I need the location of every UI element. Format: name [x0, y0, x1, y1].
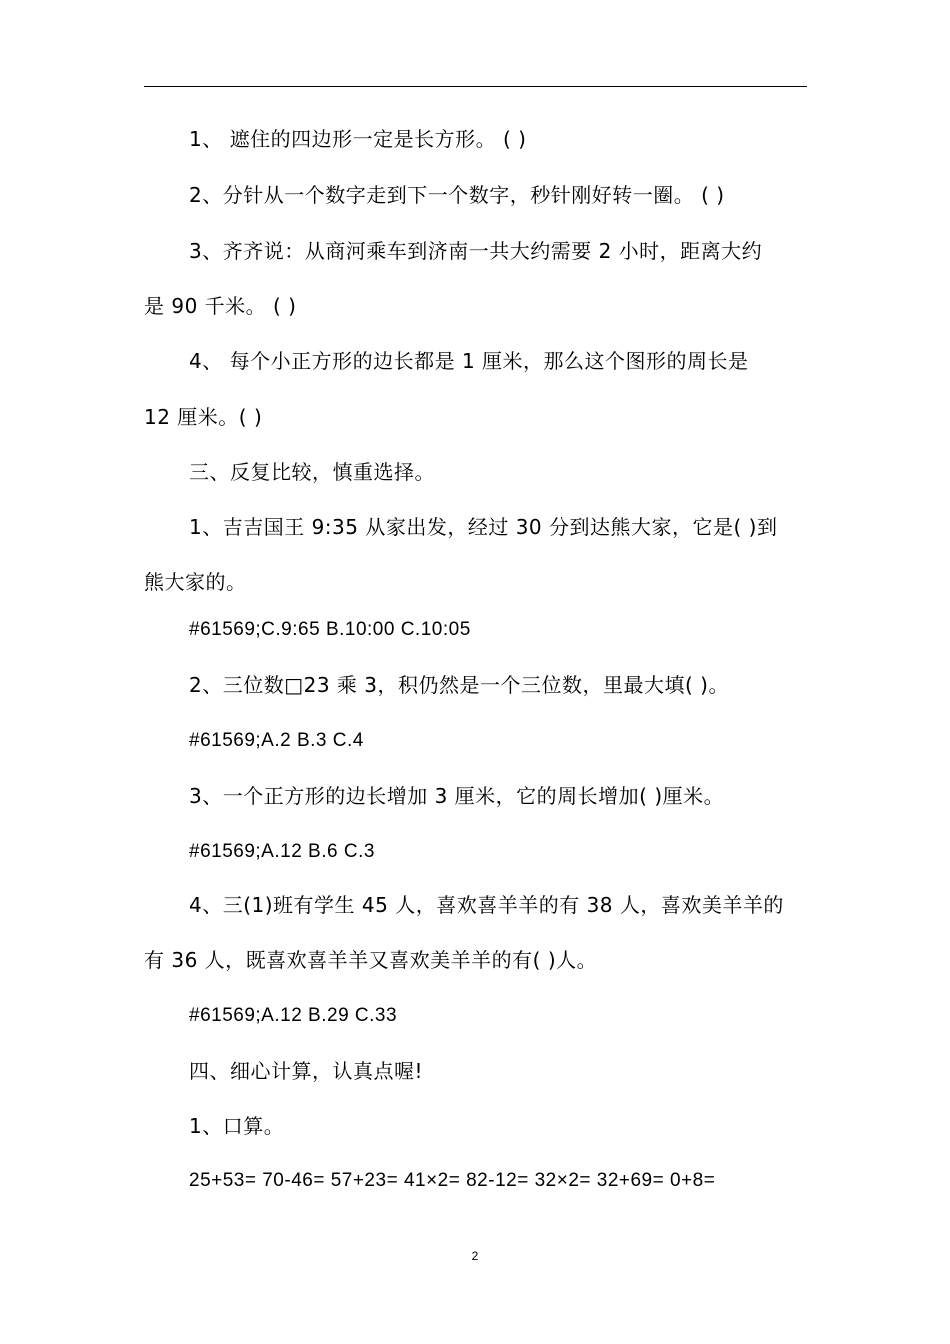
- choice-question-4-cont: 有 36 人，既喜欢喜羊羊又喜欢美羊羊的有( )人。: [144, 948, 598, 972]
- judgment-item-3: 3、齐齐说：从商河乘车到济南一共大约需要 2 小时，距离大约: [189, 239, 763, 263]
- judgment-item-3-cont: 是 90 千米。 ( ): [144, 294, 297, 318]
- judgment-item-4-cont: 12 厘米。( ): [144, 405, 263, 429]
- judgment-item-4: 4、 每个小正方形的边长都是 1 厘米，那么这个图形的周长是: [189, 349, 749, 373]
- header-rule: [144, 86, 807, 87]
- choice-question-4: 4、三(1)班有学生 45 人，喜欢喜羊羊的有 38 人，喜欢美羊羊的: [189, 893, 784, 917]
- judgment-item-2: 2、分针从一个数字走到下一个数字，秒针刚好转一圈。 ( ): [189, 183, 725, 207]
- section-heading-4: 四、细心计算，认真点喔!: [189, 1059, 424, 1083]
- oral-calc-heading: 1、口算。: [189, 1114, 285, 1138]
- choice-options-2: #61569;A.2 B.3 C.4: [189, 730, 364, 751]
- section-heading-3: 三、反复比较，慎重选择。: [189, 460, 435, 484]
- choice-options-4: #61569;A.12 B.29 C.33: [189, 1005, 398, 1026]
- choice-question-1: 1、吉吉国王 9:35 从家出发，经过 30 分到达熊大家，它是( )到: [189, 515, 778, 539]
- choice-question-2: 2、三位数□23 乘 3，积仍然是一个三位数，里最大填( )。: [189, 673, 729, 697]
- choice-question-1-cont: 熊大家的。: [144, 570, 247, 594]
- judgment-item-1: 1、 遮住的四边形一定是长方形。 ( ): [189, 127, 527, 151]
- page-number: 2: [471, 1249, 479, 1263]
- choice-question-3: 3、一个正方形的边长增加 3 厘米，它的周长增加( )厘米。: [189, 784, 725, 808]
- oral-calc-items: 25+53= 70-46= 57+23= 41×2= 82-12= 32×2= 32+69= 0+8=: [189, 1170, 716, 1191]
- choice-options-3: #61569;A.12 B.6 C.3: [189, 841, 375, 862]
- choice-options-1: #61569;C.9:65 B.10:00 C.10:05: [189, 619, 471, 640]
